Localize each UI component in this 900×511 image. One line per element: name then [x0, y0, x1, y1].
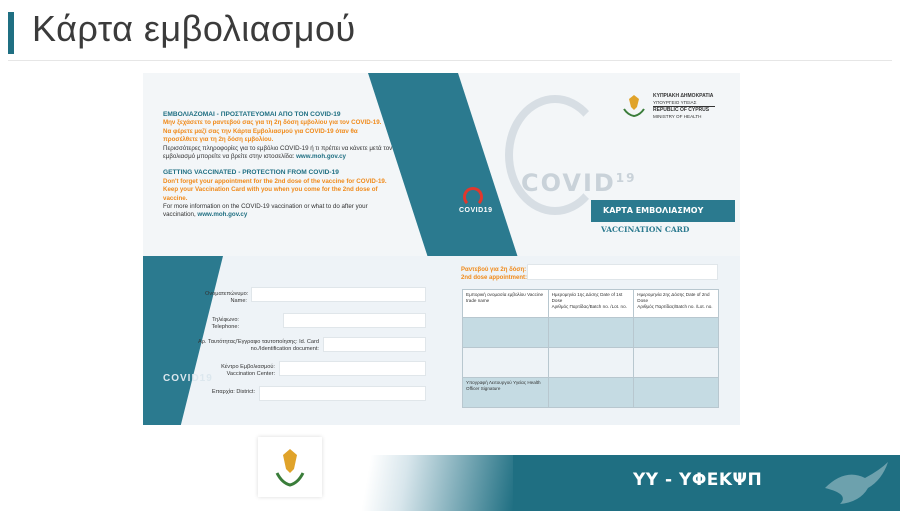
id-field[interactable]: [323, 337, 426, 352]
vaccination-card: [143, 73, 740, 425]
col-vaccine-name: Εμπορική ονομασία εμβολίου Vaccine trade name: [463, 290, 549, 318]
signature-label: Υπογραφή Λειτουργού Υγείας Health Officer Signature: [463, 378, 549, 408]
name-label: Ονοματεπώνυμο: Name:: [205, 291, 249, 304]
info-reminder-en-2: Keep your Vaccination Card with you when you come for the 2nd dose of vaccine.: [163, 186, 378, 202]
center-label: Κέντρο Εμβολιασμού: Vaccination Center:: [221, 364, 275, 377]
ministry-block: ΚΥΠΡΙΑΚΗ ΔΗΜΟΚΡΑΤΙΑ ΥΠΟΥΡΓΕΙΟ ΥΓΕΙΑΣ REPUBLIC OF CYPRUS MINISTRY OF HEALTH: [653, 93, 714, 119]
info-reminder-gr-2: Να φέρετε μαζί σας την Κάρτα Εμβολιασμού για COVID-19 όταν θα προσέλθετε για τη 2η δόση εμβολίου.: [163, 127, 358, 144]
appointment-label: Ραντεβού για 2η δόση: 2nd dose appointment:: [461, 267, 527, 281]
table-row-signature: [463, 378, 719, 408]
covid-logo-large: COVID$^{19}$: [521, 169, 637, 197]
footer-stripe: [333, 455, 513, 511]
col-second-dose: Ημερομηνία 2ης Δόσης Date of 2nd Dose Αριθμός Παρτίδας/Batch no. /Lot. no.: [634, 290, 719, 318]
info-heading-en: GETTING VACCINATED - PROTECTION FROM COVID-19: [163, 169, 339, 177]
covid-emblem-icon: [505, 95, 605, 215]
name-field[interactable]: [251, 287, 426, 302]
footer-crest-box: [258, 437, 322, 497]
info-reminder-en-1: Don't forget your appointment for the 2nd dose of the vaccine for COVID-19.: [163, 177, 387, 185]
title-divider: [8, 60, 892, 61]
dove-icon: [820, 458, 890, 508]
info-text-gr: Περισσότερες πληροφορίες για το εμβόλιο COVID-19 ή τι πρέπει να κάνετε μετά τον εμβολιασμό μπορείτε να βρείτε στην ιστοσελίδα: www.moh.gov.cy: [163, 144, 393, 161]
district-label: Επαρχία: District:: [211, 389, 255, 395]
info-text-en: For more information on the COVID-19 vaccination or what to do after your vaccination, www.moh.gov.cy: [163, 203, 368, 219]
appointment-field[interactable]: [527, 264, 718, 280]
footer-text: ΥΥ - ΥΦΕΚΨΠ: [633, 470, 763, 490]
covid-logo-small: COVID19: [459, 207, 493, 214]
cycle-arrows-icon: [463, 187, 483, 207]
card-title-en: VACCINATION CARD: [601, 225, 690, 234]
phone-field[interactable]: [283, 313, 426, 328]
title-accent-bar: [8, 12, 14, 54]
cyprus-crest-icon: [272, 445, 308, 489]
info-url-gr: www.moh.gov.cy: [296, 153, 346, 161]
slide-title: Κάρτα εμβολιασμού: [32, 8, 356, 49]
info-url-en: www.moh.gov.cy: [197, 211, 248, 219]
phone-label: Τηλέφωνο: Telephone:: [211, 317, 239, 330]
col-first-dose: Ημερομηνία 1ης Δόσης Date of 1st Dose Αριθμός Παρτίδας/Batch no. /Lot. no.: [548, 290, 634, 318]
cyprus-crest-icon: [620, 91, 648, 119]
table-row: [463, 348, 719, 378]
table-row: [463, 318, 719, 348]
covid-logo-bottom: COVID19: [163, 373, 213, 384]
info-block: [163, 111, 393, 220]
info-reminder-gr-1: Μην ξεχάσετε το ραντεβού σας για τη 2η δόση εμβολίου για τον COVID-19.: [163, 119, 382, 127]
id-label: Αρ. Ταυτότητας/Έγγραφο ταυτοποίησης: Id. Card no./Identification document:: [198, 339, 319, 352]
card-title-gr: ΚΑΡΤΑ ΕΜΒΟΛΙΑΣΜΟΥ: [591, 200, 735, 222]
info-heading-gr: ΕΜΒΟΛΙΑΖΟΜΑΙ - ΠΡΟΣΤΑΤΕΥΟΜΑΙ ΑΠΟ ΤΟΝ COVID-19: [163, 111, 341, 118]
district-field[interactable]: [259, 386, 426, 401]
center-field[interactable]: [279, 361, 426, 376]
vaccination-table: [462, 289, 719, 408]
